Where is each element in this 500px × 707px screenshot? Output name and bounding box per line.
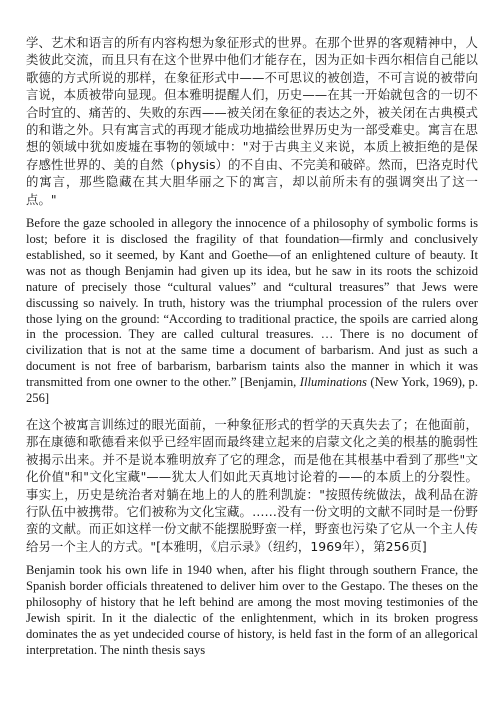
paragraph-english-2: Benjamin took his own life in 1940 when, after his flight through southern France, the Spanish border officials threatened to deliver him over to the Gestapo. The theses on the philosophy of history that he left behind are among the most moving testimonies of the Jewish spirit. In it the dialectic of the enlightenment, which in its broken progress dominates the as yet undecided course of history, is held fast in the form of an allegorical interpretation. The ninth thesis says	[26, 563, 478, 657]
document-page	[26, 34, 478, 668]
paragraph-chinese-2: 在这个被寓言训练过的眼光面前，一种象征形式的哲学的天真失去了；在他面前，那在康德和歌德看来似乎已经牢固而最终建立起来的启蒙文化之美的根基的脆弱性被揭示出来。并不是说本雅明放弃了它的理念，而是他在其根基中看到了那些"文化价值"和"文化宝藏"——犹太人们如此天真地讨论着的——的本质上的分裂性。事实上，历史是统治者对躺在地上的人的胜利凯旋："按照传统做法，战利品在游行队伍中被携带。它们被称为文化宝藏。……没有一份文明的文献不同时是一份野蛮的文献。而正如这样一份文献不能摆脱野蛮一样，野蛮也污染了它从一个主人传给另一个主人的方式。"[本雅明，《启示录》（纽约，1969年），第256页]	[26, 416, 478, 554]
paragraph-english-1	[26, 216, 478, 407]
paragraph-english-1-citation: (New York, 1969), p. 256]	[26, 375, 478, 406]
paragraph-chinese-1: 学、艺术和语言的所有内容构想为象征形式的世界。在那个世界的客观精神中，人类彼此交流，而且只有在这个世界中他们才能存在，因为正如卡西尔相信自己能以歌德的方式所说的那样，在象征形式中——不可思议的被创造，不可言说的被带向言说，本质被带向显现。但本雅明提醒人们，历史——在其一开始就包含的一切不合时宜的、痛苦的、失败的东西——被关闭在象征的表达之外，被关闭在古典模式的和谐之外。只有寓言式的再现才能成功地描绘世界历史为一部受难史。寓言在思想的领域中犹如废墟在事物的领域中："对于古典主义来说，本质上被拒绝的是保存感性世界的、美的自然（physis）的不自由、不完美和破碎。然而，巴洛克时代的寓言，那些隐藏在其大胆华丽之下的寓言，却以前所未有的强调突出了这一点。"	[26, 35, 478, 207]
book-title: Illuminations	[299, 375, 367, 390]
paragraph-english-1-text: Before the gaze schooled in allegory the innocence of a philosophy of symbolic forms is lost; before it is disclosed the fragility of that foundation—firmly and conclusively established, so it seemed, by Kant and Goethe—of an enlightened culture of beauty. It was not as though Benjamin had given up its idea, but he saw in its roots the schizoid nature of precisely those “cultural values” and “cultural treasures” that Jews were discussing so naively. In truth, history was the triumphal procession of the rulers over those lying on the ground: “According to traditional practice, the spoils are carried along in the procession. They are called cultural treasures. … There is no document of civilization that is not at the same time a document of barbarism. And just as such a document is not free of barbarism, barbarism taints also the manner in which it was transmitted from one owner to the other.” [Benjamin,	[26, 216, 478, 390]
